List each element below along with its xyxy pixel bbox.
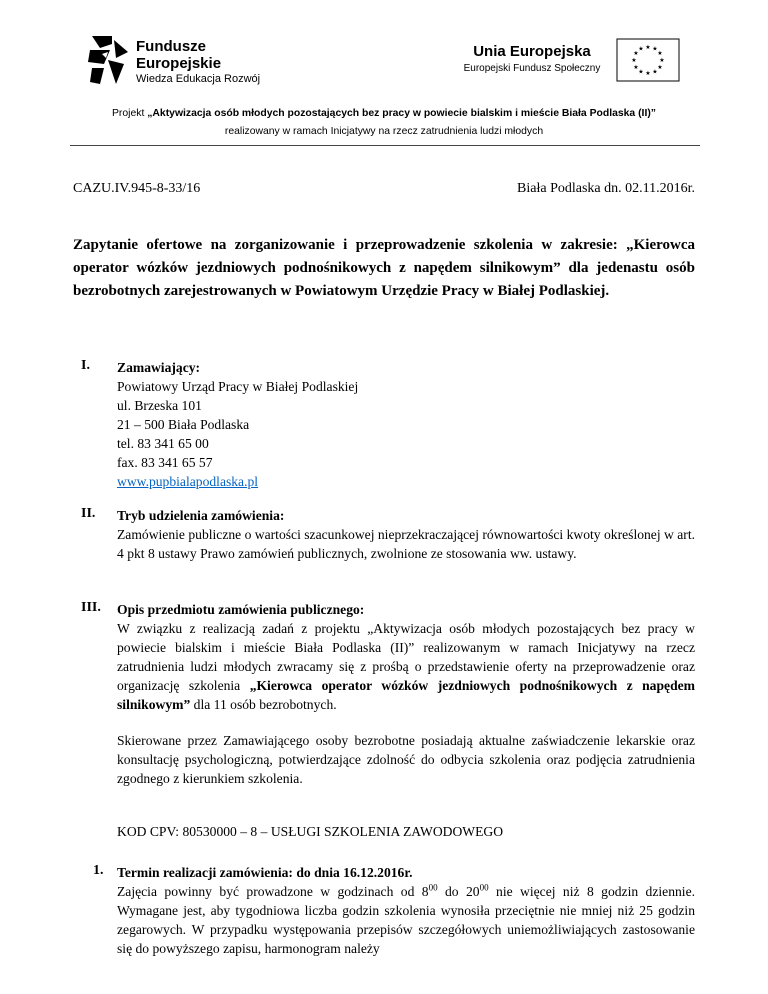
item-1-text-mid: do 20 (437, 884, 480, 899)
cpv-code: KOD CPV: 80530000 – 8 – USŁUGI SZKOLENIA ZAWODOWEGO (117, 824, 504, 839)
item-1-heading: Termin realizacji zamówienia: do dnia 16.12.2016r. (117, 865, 413, 880)
address-line: ul. Brzeska 101 (117, 398, 202, 413)
item-1-text-post: nie więcej niż 8 godzin dziennie. Wymagane jest, aby tygodniowa liczba godzin szkolenia wynosiła przeciętnie nie mniej niż 25 godzin zegarowych. W przypadku występowania przepisów szczegółowych uniemożliwiających zastosowanie się do powyższego zapisu, harmonogram należy (117, 884, 696, 956)
svg-text:★: ★ (657, 64, 663, 71)
section-2-number: II. (81, 506, 96, 521)
ue-title: Unia Europejska (473, 43, 591, 60)
item-1-sup2: 00 (479, 882, 489, 893)
fe-star-mark-icon (86, 34, 130, 86)
section-3-number: III. (81, 600, 101, 615)
svg-text:★: ★ (645, 70, 651, 77)
section-2-heading: Tryb udzielenia zamówienia: (117, 508, 285, 523)
ue-subtitle: Europejski Fundusz Społeczny (463, 63, 601, 74)
svg-text:★: ★ (645, 44, 651, 51)
fundusze-europejskie-logo (86, 34, 296, 86)
svg-text:★: ★ (633, 64, 639, 71)
reference-number: CAZU.IV.945-8-33/16 (73, 181, 201, 196)
project-line1 (40, 105, 728, 123)
section-3-text-b: dla 11 osób bezrobotnych. (190, 697, 337, 712)
section-2-text: Zamówienie publiczne o wartości szacunkowej nieprzekraczającej równowartości kwoty określonej w art. 4 pkt 8 ustawy Prawo zamówień publicznych, zwolnione ze stosowania ww. ustawy. (117, 527, 695, 561)
svg-text:★: ★ (652, 68, 658, 76)
item-1 (117, 863, 695, 958)
svg-text:★: ★ (659, 57, 665, 64)
section-2 (117, 506, 695, 563)
section-3-text-a: W związku z realizacją zadań z projektu „Aktywizacja osób młodych pozostających bez pracy w powiecie bialskim i mieście Biała Podlaska (II)” realizowanym w ramach Inicjatywy na rzecz zatrudnienia ludzi młodych zwracamy się z prośbą o przedstawienie oferty na przeprowadzenie oraz organizację szkolenia (117, 621, 695, 693)
item-1-sup1: 00 (428, 882, 438, 893)
item-1-number: 1. (93, 863, 104, 878)
svg-text:★: ★ (633, 50, 639, 57)
section-1-heading: Zamawiający: (117, 360, 201, 375)
item-1-text-pre: Zajęcia powinny być prowadzone w godzinach od 8 (117, 884, 429, 899)
fe-logo-line2: Europejskie (136, 55, 222, 72)
project-line2: realizowany w ramach Inicjatywy na rzecz zatrudnienia ludzi młodych (224, 126, 544, 137)
project-prefix: Projekt (112, 108, 148, 119)
city-date: Biała Podlaska dn. 02.11.2016r. (517, 181, 695, 196)
svg-text:★: ★ (631, 57, 637, 64)
project-name: „Aktywizacja osób młodych pozostających bez pracy w powiecie bialskim i mieście Biała Podlaska (II)” (147, 108, 656, 119)
training-name: „Kierowca operator wózków jezdniowych podnośnikowych z napędem silnikowym” (117, 678, 695, 712)
header-divider (70, 145, 700, 146)
svg-text:★: ★ (638, 45, 644, 53)
address-line: fax. 83 341 65 57 (117, 455, 213, 470)
address-line: Powiatowy Urząd Pracy w Białej Podlaskiej (117, 379, 359, 394)
svg-text:★: ★ (652, 45, 658, 53)
project-header (40, 105, 728, 141)
fe-logo-line1: Fundusze (136, 38, 206, 55)
fe-logo-line3: Wiedza Edukacja Rozwój (136, 73, 261, 85)
unia-europejska-logo (452, 43, 612, 76)
eu-flag-icon (616, 38, 680, 82)
section-3-paragraph-2: Skierowane przez Zamawiającego osoby bezrobotne posiadają aktualne zaświadczenie lekarskie oraz konsultację psychologiczną, potwierdzające zdolność do odbycia szkolenia oraz podjęcia zatrudnienia zgodnego z kierunkiem szkolenia. (117, 733, 695, 786)
svg-text:★: ★ (657, 50, 663, 57)
section-1 (117, 358, 695, 491)
svg-text:★: ★ (638, 68, 644, 76)
section-3-heading: Opis przedmiotu zamówienia publicznego: (117, 602, 365, 617)
section-3 (117, 600, 695, 714)
section-1-number: I. (81, 358, 90, 373)
website-link[interactable]: www.pupbialapodlaska.pl (117, 474, 259, 489)
document-title: Zapytanie ofertowe na zorganizowanie i przeprowadzenie szkolenia w zakresie: „Kierowca operator wózków jezdniowych podnośnikowych z napędem silnikowym” dla jedenastu osób bezrobotnych zarejestrowanych w Powiatowym Urzędzie Pracy w Białej Podlaskiej. (73, 237, 695, 299)
address-line: 21 – 500 Biała Podlaska (117, 417, 250, 432)
address-line: tel. 83 341 65 00 (117, 436, 209, 451)
